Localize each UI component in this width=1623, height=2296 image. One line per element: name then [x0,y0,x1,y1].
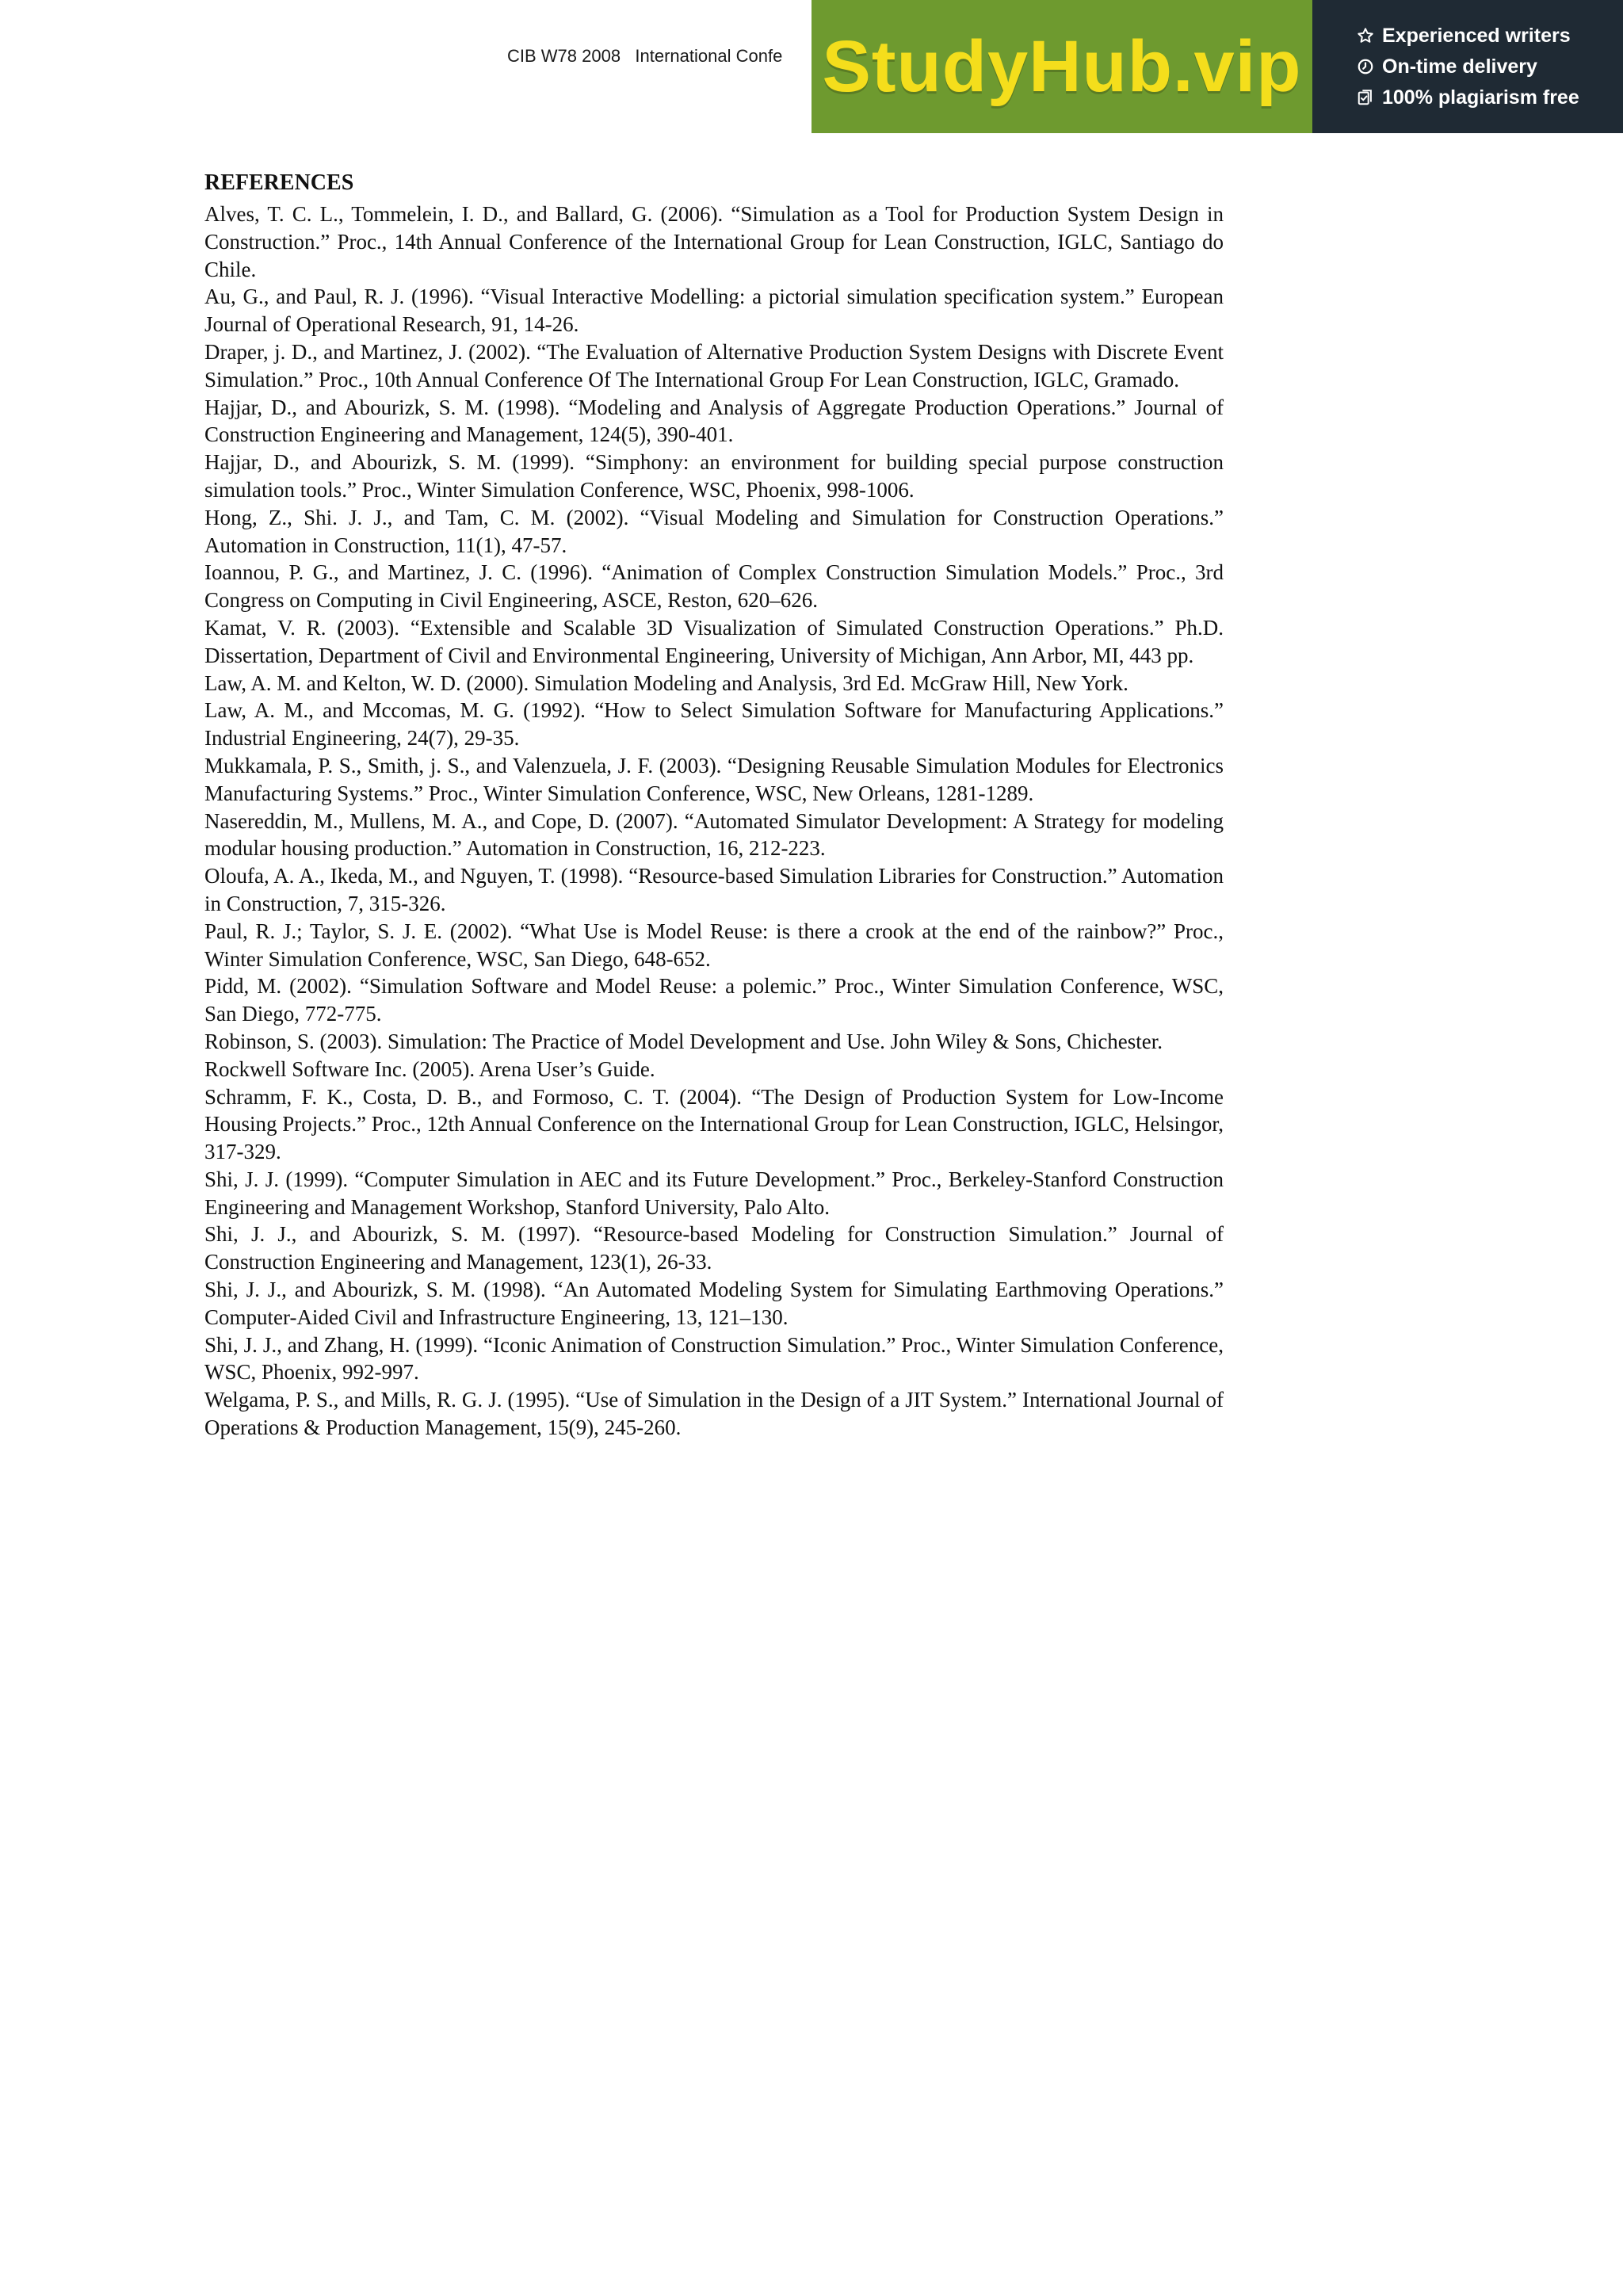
reference-entry: Hajjar, D., and Abourizk, S. M. (1998). “Modeling and Analysis of Aggregate Production Operations.” Journal of Construction Engineering and Management, 124(5), 390-401. [204,395,1224,447]
banner-features [1312,0,1623,133]
references-heading: REFERENCES [204,170,354,195]
reference-entry: Shi, J. J. (1999). “Computer Simulation in AEC and its Future Development.” Proc., Berkeley-Stanford Construction Engineering and Management Workshop, Stanford University, Palo Alto. [204,1167,1224,1219]
feature-plagiarism-free [1357,86,1623,109]
reference-entry: Hajjar, D., and Abourizk, S. M. (1999). “Simphony: an environment for building special purpose construction simulation tools.” Proc., Winter Simulation Conference, WSC, Phoenix, 998-1006. [204,450,1224,502]
reference-entry: Kamat, V. R. (2003). “Extensible and Scalable 3D Visualization of Simulated Construction Operations.” Ph.D. Dissertation, Department of Civil and Environmental Engineering, University of Michigan, Ann Arbor, MI, 443 pp. [204,615,1224,667]
reference-entry: Law, A. M. and Kelton, W. D. (2000). Simulation Modeling and Analysis, 3rd Ed. McGraw Hill, New York. [204,670,1128,695]
references-list [204,201,1224,1442]
references-section [204,169,1224,1442]
running-header: CIB W78 2008 International Confe [507,46,783,66]
reference-entry: Au, G., and Paul, R. J. (1996). “Visual Interactive Modelling: a pictorial simulation specification system.” European Journal of Operational Research, 91, 14-26. [204,285,1224,337]
reference-entry: Shi, J. J., and Zhang, H. (1999). “Iconic Animation of Construction Simulation.” Proc., Winter Simulation Conference, WSC, Phoenix, 992-997. [204,1332,1224,1385]
reference-entry: Shi, J. J., and Abourizk, S. M. (1997). “Resource-based Modeling for Construction Simulation.” Journal of Construction Engineering and Management, 123(1), 26-33. [204,1222,1224,1274]
reference-entry: Pidd, M. (2002). “Simulation Software and Model Reuse: a polemic.” Proc., Winter Simulation Conference, WSC, San Diego, 772-775. [204,974,1224,1026]
reference-entry: Ioannou, P. G., and Martinez, J. C. (1996). “Animation of Complex Construction Simulation Models.” Proc., 3rd Congress on Computing in Civil Engineering, ASCE, Reston, 620–626. [204,560,1224,613]
reference-entry: Paul, R. J.; Taylor, S. J. E. (2002). “What Use is Model Reuse: is there a crook at the end of the rainbow?” Proc., Winter Simulation Conference, WSC, San Diego, 648-652. [204,919,1224,971]
feature-label: Experienced writers [1382,24,1571,47]
feature-label: On-time delivery [1382,55,1537,78]
studyhub-ad-banner[interactable] [812,0,1623,133]
star-icon [1357,27,1374,44]
reference-entry: Welgama, P. S., and Mills, R. G. J. (1995). “Use of Simulation in the Design of a JIT System.” International Journal of Operations & Production Management, 15(9), 245-260. [204,1388,1224,1440]
reference-entry: Law, A. M., and Mccomas, M. G. (1992). “How to Select Simulation Software for Manufacturing Applications.” Industrial Engineering, 24(7), 29-35. [204,698,1224,751]
feature-experienced-writers [1357,25,1623,48]
feature-label: 100% plagiarism free [1382,86,1579,109]
document-check-icon [1357,89,1374,106]
reference-entry: Oloufa, A. A., Ikeda, M., and Nguyen, T. (1998). “Resource-based Simulation Libraries for Construction.” Automation in Construction, 7, 315-326. [204,864,1224,915]
reference-entry: Nasereddin, M., Mullens, M. A., and Cope, D. (2007). “Automated Simulator Development: A Strategy for modeling modular housing production.” Automation in Construction, 16, 212-223. [204,808,1224,861]
reference-entry: Draper, j. D., and Martinez, J. (2002). “The Evaluation of Alternative Production System Designs with Discrete Event Simulation.” Proc., 10th Annual Conference Of The International Group For Lean Construction, IGLC, Gramado. [204,339,1224,392]
clock-icon [1357,58,1374,75]
reference-entry: Robinson, S. (2003). Simulation: The Practice of Model Development and Use. John Wiley & Sons, Chichester. [204,1029,1163,1053]
studyhub-logo[interactable] [812,0,1312,133]
reference-entry: Rockwell Software Inc. (2005). Arena User’s Guide. [204,1056,655,1081]
studyhub-logo-text: StudyHub.vip [822,25,1302,107]
feature-on-time-delivery [1357,55,1623,78]
reference-entry: Alves, T. C. L., Tommelein, I. D., and Ballard, G. (2006). “Simulation as a Tool for Production System Design in Construction.” Proc., 14th Annual Conference of the International Group for Lean Construction, IGLC, Santiago do Chile. [204,202,1224,281]
reference-entry: Hong, Z., Shi. J. J., and Tam, C. M. (2002). “Visual Modeling and Simulation for Construction Operations.” Automation in Construction, 11(1), 47-57. [204,505,1224,557]
reference-entry: Schramm, F. K., Costa, D. B., and Formoso, C. T. (2004). “The Design of Production System for Low-Income Housing Projects.” Proc., 12th Annual Conference on the International Group for Lean Construction, IGLC, Helsingor, 317-329. [204,1084,1224,1164]
reference-entry: Mukkamala, P. S., Smith, j. S., and Valenzuela, J. F. (2003). “Designing Reusable Simulation Modules for Electronics Manufacturing Systems.” Proc., Winter Simulation Conference, WSC, New Orleans, 1281-1289. [204,753,1224,805]
reference-entry: Shi, J. J., and Abourizk, S. M. (1998). “An Automated Modeling System for Simulating Earthmoving Operations.” Computer-Aided Civil and Infrastructure Engineering, 13, 121–130. [204,1278,1224,1329]
